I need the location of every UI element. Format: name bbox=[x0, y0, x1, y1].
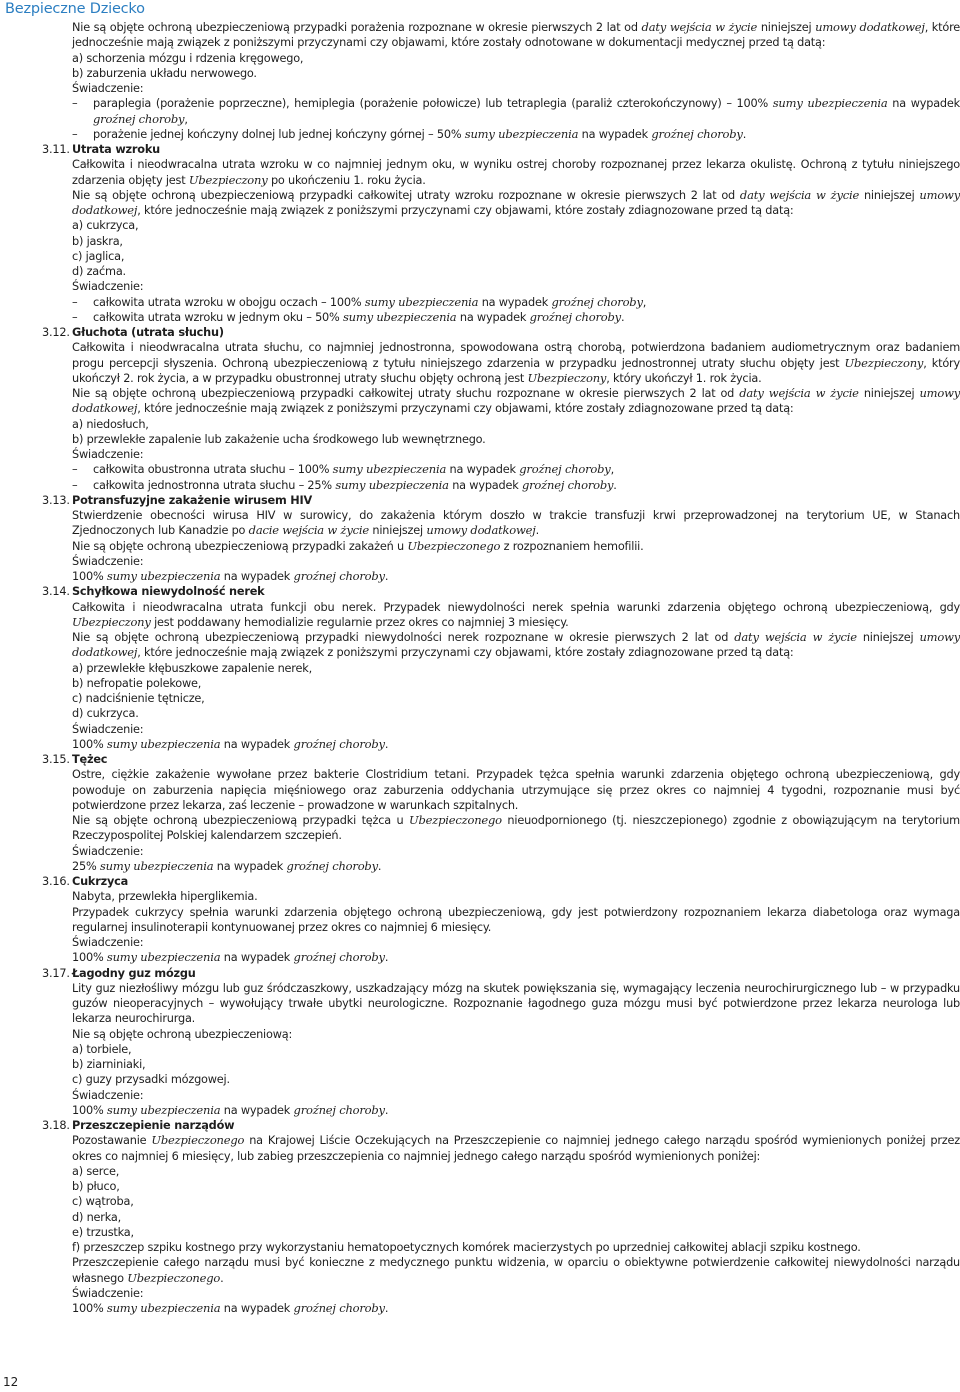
list-item bbox=[72, 1225, 960, 1240]
text-run: b) nefropatie polekowe, bbox=[72, 676, 202, 690]
defined-term: umowy dodatkowej bbox=[815, 20, 925, 34]
defined-term: groźnej choroby bbox=[293, 1102, 385, 1117]
list-item bbox=[72, 66, 960, 81]
section-number: 3.13. bbox=[42, 493, 70, 507]
text-run: . bbox=[613, 478, 617, 492]
section-number: 3.17. bbox=[42, 966, 70, 980]
section-number: 3.14. bbox=[42, 585, 70, 599]
paragraph bbox=[72, 569, 960, 584]
text-run: 100% bbox=[72, 737, 107, 751]
text-run: a) niedosłuch, bbox=[72, 417, 149, 431]
list-item bbox=[72, 1057, 960, 1072]
text-run: na wypadek bbox=[887, 97, 960, 111]
defined-term: groźnej choroby bbox=[519, 462, 611, 477]
text-run: a) cukrzyca, bbox=[72, 219, 139, 233]
text-run: niniejszej bbox=[369, 524, 427, 538]
text-run: , które jednocześnie mają związek z poniższymi przyczynami czy objawami, które zostały zdiagnozowane przed tą datą: bbox=[137, 646, 794, 660]
paragraph bbox=[72, 447, 960, 462]
text-run: c) guzy przysadki mózgowej. bbox=[72, 1073, 230, 1087]
text-run: 25% bbox=[72, 859, 100, 873]
dash-item bbox=[72, 127, 960, 142]
text-run: b) przewlekłe zapalenie lub zakażenie ucha środkowego lub wewnętrznego. bbox=[72, 432, 486, 446]
text-run: Świadczenie: bbox=[72, 844, 144, 858]
paragraph bbox=[72, 905, 960, 936]
text-run: niniejszej bbox=[856, 631, 920, 644]
text-run: Świadczenie: bbox=[72, 722, 144, 736]
defined-term: groźnej choroby bbox=[286, 858, 378, 873]
defined-term: umowy dodatkowej bbox=[72, 386, 960, 416]
text-run: z rozpoznaniem hemofilii. bbox=[500, 539, 644, 553]
list-item bbox=[72, 218, 960, 233]
defined-term: Ubezpieczonego bbox=[407, 538, 501, 553]
text-run: Tężec bbox=[72, 753, 108, 766]
defined-term: sumy ubezpieczenia bbox=[335, 477, 449, 492]
text-run: , bbox=[610, 463, 614, 477]
paragraph bbox=[72, 1088, 960, 1103]
list-item bbox=[72, 1042, 960, 1057]
text-run: c) wątroba, bbox=[72, 1195, 134, 1209]
text-run: , które jednocześnie mają związek z poniższymi przyczynami czy objawami, które zostały zdiagnozowane przed tą datą: bbox=[137, 204, 794, 217]
paragraph bbox=[72, 1133, 960, 1164]
text-run: na wypadek bbox=[220, 1103, 294, 1117]
text-run: , bbox=[642, 295, 647, 309]
text-run: Łagodny guz mózgu bbox=[72, 966, 196, 980]
text-run: Głuchota (utrata słuchu) bbox=[72, 326, 224, 339]
paragraph bbox=[72, 889, 960, 904]
text-run: b) jaskra, bbox=[72, 234, 123, 248]
defined-term: sumy ubezpieczenia bbox=[772, 96, 888, 111]
paragraph bbox=[72, 630, 960, 661]
section-heading bbox=[42, 493, 960, 508]
text-run: . bbox=[620, 310, 625, 324]
text-run: e) trzustka, bbox=[72, 1225, 134, 1239]
defined-term: sumy ubezpieczenia bbox=[106, 1102, 221, 1117]
defined-term: umowy dodatkowej bbox=[72, 187, 960, 217]
text-run: . bbox=[384, 951, 389, 965]
text-run: na wypadek bbox=[446, 463, 520, 477]
section-heading bbox=[42, 1118, 960, 1133]
text-run: , który ukończył 2. rok życia, a w przypadku obustronnej utraty słuchu objęty ochroną jest bbox=[72, 356, 960, 385]
text-run: Potransfuzyjne zakażenie wirusem HIV bbox=[72, 493, 313, 507]
text-run: a) torbiele, bbox=[72, 1042, 132, 1056]
paragraph bbox=[72, 981, 960, 1027]
text-run: na wypadek bbox=[220, 951, 294, 965]
paragraph bbox=[72, 1027, 960, 1042]
section-heading bbox=[42, 142, 960, 157]
text-run: Nabyta, przewlekła hiperglikemia. bbox=[72, 890, 258, 904]
page-number: 12 bbox=[3, 1375, 19, 1389]
text-run: całkowita obustronna utrata słuchu – 100% bbox=[93, 463, 333, 477]
text-run: Przypadek cukrzycy spełnia warunki zdarzenia objętego ochroną ubezpieczeniową, gdy jest potwierdzony rozpoznaniem lekarza diabetologa oraz wymaga regularnej insulinoterapii kontynuowanej przez okres co najmniej 6 miesięcy. bbox=[72, 905, 960, 934]
section-number: 3.15. bbox=[42, 753, 70, 766]
defined-term: Ubezpieczonego bbox=[409, 813, 502, 827]
defined-term: Ubezpieczonego bbox=[127, 1270, 221, 1285]
text-run: porażenie jednej kończyny dolnej lub jednej kończyny górnej – 50% bbox=[93, 127, 465, 141]
text-run: nieuodpornionego (tj. nieszczepionego) zgodnie z obowiązującym na terytorium Rzeczypospolitej Polskiej kalendarzem szczepień. bbox=[72, 814, 960, 843]
defined-term: sumy ubezpieczenia bbox=[106, 736, 221, 751]
text-run: f) przeszczep szpiku kostnego przy wykorzystaniu hematopoetycznych komórek macierzystych po uprzedniej całkowitej ablacji szpiku kostnego. bbox=[72, 1241, 861, 1254]
text-run: całkowita utrata wzroku w obojgu oczach – 100% bbox=[93, 295, 365, 309]
defined-term: sumy ubezpieczenia bbox=[342, 309, 457, 324]
text-run: Świadczenie: bbox=[72, 554, 144, 568]
defined-term: Ubezpieczonego bbox=[151, 1133, 245, 1148]
list-item bbox=[72, 417, 960, 432]
text-run: Schyłkowa niewydolność nerek bbox=[72, 585, 265, 599]
defined-term: umowy dodatkowej bbox=[72, 630, 960, 660]
paragraph bbox=[72, 1103, 960, 1118]
text-run: , które jednocześnie mają związek z poniższymi przyczynami czy objawami, które zostały odnotowane w dokumentacji medycznej przed tą datą: bbox=[72, 21, 960, 50]
text-run: Utrata wzroku bbox=[72, 143, 161, 156]
text-run: na wypadek bbox=[213, 859, 287, 873]
text-run: Całkowita i nieodwracalna utrata wzroku w co najmniej jednym oku, w wyniku ostrej choroby rozpoznanej przez lekarza okulistę. Ochroną z tytułu niniejszego zdarzenia objęty jest bbox=[72, 158, 960, 187]
text-run: Nie są objęte ochroną ubezpieczeniową: bbox=[72, 1027, 293, 1041]
section-heading bbox=[42, 966, 960, 981]
text-run: Stwierdzenie obecności wirusa HIV w surowicy, do zakażenia którym doszło w trakcie transfuzji krwi przeprowadzonej na terytorium UE, w Stanach Zjednoczonych lub Kanadzie po bbox=[72, 509, 960, 538]
text-run: b) ziarniniaki, bbox=[72, 1058, 146, 1071]
text-run: , bbox=[184, 112, 188, 126]
text-run: Nie są objęte ochroną ubezpieczeniową przypadki całkowitej utraty słuchu rozpoznane w okresie pierwszych 2 lat od bbox=[72, 387, 740, 400]
dash-item bbox=[72, 96, 960, 127]
defined-term: daty wejścia w życie bbox=[739, 386, 859, 400]
text-run: a) przewlekłe kłębuszkowe zapalenie nerek, bbox=[72, 661, 312, 675]
text-run: na wypadek bbox=[478, 295, 552, 309]
list-item bbox=[72, 676, 960, 691]
text-run: na Krajowej Liście Oczekujących na Przeszczepienie co najmniej jednego całego narządu spośród wymienionych poniżej przez okres co najmniej 6 miesięcy, lub zabieg przeszczepienia co najmniej jednego całego narządu spośród wymienionych poniżej: bbox=[72, 1134, 960, 1163]
paragraph bbox=[72, 722, 960, 737]
paragraph bbox=[72, 950, 960, 965]
defined-term: Ubezpieczony bbox=[844, 355, 924, 370]
paragraph bbox=[72, 20, 960, 51]
text-run: Świadczenie: bbox=[72, 936, 144, 949]
text-run: , które jednocześnie mają związek z poniższymi przyczynami czy objawami, które zostały zdiagnozowane przed tą datą: bbox=[137, 402, 794, 416]
defined-term: umowy dodatkowej bbox=[426, 523, 536, 538]
defined-term: sumy ubezpieczenia bbox=[99, 858, 214, 873]
text-run: całkowita jednostronna utrata słuchu – 25% bbox=[93, 478, 336, 492]
list-item bbox=[72, 691, 960, 706]
paragraph bbox=[72, 157, 960, 188]
list-item bbox=[72, 1240, 960, 1255]
text-run: . bbox=[384, 1103, 389, 1117]
defined-term: daty wejścia w życie bbox=[641, 20, 758, 34]
text-run: d) cukrzyca. bbox=[72, 707, 139, 721]
text-run: Pozostawanie bbox=[72, 1134, 152, 1148]
paragraph bbox=[72, 935, 960, 950]
text-run: Nie są objęte ochroną ubezpieczeniową przypadki niewydolności nerek rozpoznane w okresie pierwszych 2 lat od bbox=[72, 631, 735, 644]
text-run: na wypadek bbox=[220, 1302, 294, 1315]
paragraph bbox=[72, 386, 960, 417]
list-item bbox=[72, 1072, 960, 1087]
text-run: na wypadek bbox=[456, 310, 530, 324]
text-run: Świadczenie: bbox=[72, 1286, 144, 1300]
defined-term: daty wejścia w życie bbox=[734, 630, 857, 644]
text-run: Nie są objęte ochroną ubezpieczeniową przypadki zakażeń u bbox=[72, 539, 408, 553]
defined-term: dacie wejścia w życie bbox=[248, 523, 369, 538]
defined-term: groźnej choroby bbox=[651, 126, 743, 141]
text-run: 100% bbox=[72, 1103, 107, 1117]
defined-term: groźnej choroby bbox=[293, 950, 385, 965]
paragraph bbox=[72, 539, 960, 554]
section-number: 3.16. bbox=[42, 875, 70, 888]
text-run: a) schorzenia mózgu i rdzenia kręgowego, bbox=[72, 51, 304, 65]
list-item bbox=[72, 234, 960, 249]
defined-term: sumy ubezpieczenia bbox=[106, 569, 221, 583]
paragraph bbox=[72, 1255, 960, 1286]
list-item bbox=[72, 1179, 960, 1194]
section-heading bbox=[42, 325, 960, 340]
paragraph bbox=[72, 813, 960, 844]
section-heading bbox=[42, 584, 960, 599]
text-run: Lity guz niezłośliwy mózgu lub guz śródczaszkowy, uszkadzający mózg na skutek powiększania się, wymagający leczenia neurochirurgicznego lub – w przypadku guzów nieoperacyjnych – wywołujący trwałe ubytki neurologiczne. Rozpoznanie łagodnego guza mózgu musi być potwierdzone przez lekarza neurologa lub lekarza neurochirurga. bbox=[72, 981, 960, 1026]
section-number: 3.18. bbox=[42, 1119, 70, 1132]
dash-item bbox=[72, 462, 960, 477]
text-run: c) jaglica, bbox=[72, 249, 125, 263]
text-run: niniejszej bbox=[858, 387, 920, 400]
text-run: Przeszczepienie narządów bbox=[72, 1119, 235, 1132]
text-run: . bbox=[384, 1302, 389, 1315]
list-item bbox=[72, 432, 960, 447]
text-run: niniejszej bbox=[859, 188, 920, 202]
text-run: 100% bbox=[72, 951, 107, 965]
text-run: na wypadek bbox=[220, 570, 294, 583]
dash-item bbox=[72, 478, 960, 493]
paragraph bbox=[72, 600, 960, 631]
paragraph bbox=[72, 81, 960, 96]
defined-term: groźnej choroby bbox=[551, 294, 643, 309]
text-run: , który ukończył 1. rok życia. bbox=[606, 371, 762, 385]
text-run: . bbox=[384, 737, 389, 751]
text-run: c) nadciśnienie tętnicze, bbox=[72, 692, 205, 705]
text-run: Nie są objęte ochroną ubezpieczeniową przypadki porażenia rozpoznane w okresie pierwszych 2 lat od bbox=[72, 21, 642, 34]
list-item bbox=[72, 1164, 960, 1179]
defined-term: Ubezpieczony bbox=[527, 370, 607, 385]
text-run: d) zaćma. bbox=[72, 265, 126, 278]
section-number: 3.12. bbox=[42, 326, 70, 339]
text-run: d) nerka, bbox=[72, 1210, 121, 1224]
defined-term: groźnej choroby bbox=[293, 736, 385, 751]
text-run: . bbox=[384, 570, 389, 583]
text-run: . bbox=[535, 524, 540, 538]
text-run: całkowita utrata wzroku w jednym oku – 50% bbox=[93, 310, 343, 324]
paragraph bbox=[72, 737, 960, 752]
defined-term: groźnej choroby bbox=[293, 569, 385, 583]
paragraph bbox=[72, 844, 960, 859]
text-run: Całkowita i nieodwracalna utrata funkcji obu nerek. Przypadek niewydolności nerek spełnia warunki zdarzenia objętego ochroną ubezpieczeniową, gdy bbox=[72, 600, 960, 614]
defined-term: Ubezpieczony bbox=[188, 172, 268, 187]
paragraph bbox=[72, 340, 960, 386]
defined-term: sumy ubezpieczenia bbox=[106, 950, 221, 965]
text-run: Świadczenie: bbox=[72, 1088, 144, 1102]
list-item bbox=[72, 249, 960, 264]
dash-item bbox=[72, 310, 960, 325]
text-run: na wypadek bbox=[578, 127, 652, 141]
text-run: na wypadek bbox=[448, 478, 522, 492]
list-item bbox=[72, 1194, 960, 1209]
defined-term: sumy ubezpieczenia bbox=[464, 126, 579, 141]
list-item bbox=[72, 661, 960, 676]
text-run: Ostre, ciężkie zakażenie wywołane przez bakterie Clostridium tetani. Przypadek tężca spełnia warunki zdarzenia objętego ochroną ubezpieczeniową, gdy powoduje on zaburzenia napięcia mięśniowego oraz zaburzenia oddychania utrzymujące się przez okres co najmniej 4 tygodni, rozpoznanie musi być potwierdzone przez lekarza, zaś leczenie – prowadzone w warunkach szpitalnych. bbox=[72, 768, 960, 812]
paragraph bbox=[72, 554, 960, 569]
text-run: Świadczenie: bbox=[72, 280, 144, 294]
text-run: jest poddawany hemodializie regularnie przez okres co najmniej 3 miesięcy. bbox=[150, 615, 569, 629]
list-item bbox=[72, 51, 960, 66]
text-run: . bbox=[742, 127, 747, 141]
document-body bbox=[42, 20, 960, 1316]
text-run: Cukrzyca bbox=[72, 875, 129, 888]
text-run: 100% bbox=[72, 1302, 107, 1315]
paragraph bbox=[72, 188, 960, 219]
text-run: b) zaburzenia układu nerwowego. bbox=[72, 66, 257, 80]
defined-term: daty wejścia w życie bbox=[739, 187, 860, 202]
section-heading bbox=[42, 752, 960, 767]
section-number: 3.11. bbox=[42, 143, 70, 156]
text-run: Całkowita i nieodwracalna utrata słuchu, co najmniej jednostronna, spowodowana ostrą chorobą, potwierdzona badaniem audiometrycznym oraz badaniem progu percepcji słyszenia. Ochroną ubezpieczeniową z tytułu niniejszego zdarzenia w przypadku jednostronnej utraty słuchu objęty jest bbox=[72, 341, 960, 370]
text-run: Nie są objęte ochroną ubezpieczeniową przypadki całkowitej utraty wzroku rozpoznane w okresie pierwszych 2 lat od bbox=[72, 188, 740, 202]
defined-term: sumy ubezpieczenia bbox=[332, 462, 447, 477]
text-run: Świadczenie: bbox=[72, 448, 144, 461]
text-run: Świadczenie: bbox=[72, 82, 144, 95]
section-heading bbox=[42, 874, 960, 889]
defined-term: sumy ubezpieczenia bbox=[106, 1301, 221, 1315]
running-header: Bezpieczne Dziecko bbox=[5, 1, 145, 17]
list-item bbox=[72, 1210, 960, 1225]
text-run: a) serce, bbox=[72, 1164, 120, 1178]
paragraph bbox=[72, 279, 960, 294]
paragraph bbox=[72, 508, 960, 539]
text-run: po ukończeniu 1. roku życia. bbox=[267, 173, 426, 187]
defined-term: groźnej choroby bbox=[93, 111, 185, 126]
text-run: . bbox=[377, 859, 382, 873]
list-item bbox=[72, 706, 960, 721]
text-run: Przeszczepienie całego narządu musi być konieczne z medycznego punktu widzenia, w oparciu o obiektywne potwierdzenie całkowitej niewydolności narządu własnego bbox=[72, 1256, 960, 1285]
text-run: . bbox=[220, 1271, 224, 1285]
paragraph bbox=[72, 1286, 960, 1301]
text-run: 100% bbox=[72, 570, 107, 583]
paragraph bbox=[72, 767, 960, 813]
text-run: paraplegia (porażenie poprzeczne), hemiplegia (porażenie połowicze) lub tetraplegia (paraliż czterokończynowy) – 100% bbox=[93, 97, 773, 111]
dash-item bbox=[72, 295, 960, 310]
defined-term: sumy ubezpieczenia bbox=[364, 294, 479, 309]
defined-term: groźnej choroby bbox=[293, 1301, 385, 1315]
defined-term: groźnej choroby bbox=[529, 309, 621, 324]
paragraph bbox=[72, 859, 960, 874]
defined-term: Ubezpieczony bbox=[72, 614, 151, 629]
text-run: Nie są objęte ochroną ubezpieczeniową przypadki tężca u bbox=[72, 814, 410, 827]
list-item bbox=[72, 264, 960, 279]
text-run: na wypadek bbox=[220, 737, 294, 751]
paragraph bbox=[72, 1301, 960, 1316]
defined-term: groźnej choroby bbox=[521, 477, 614, 492]
text-run: b) płuco, bbox=[72, 1180, 120, 1193]
text-run: niniejszej bbox=[757, 21, 816, 34]
